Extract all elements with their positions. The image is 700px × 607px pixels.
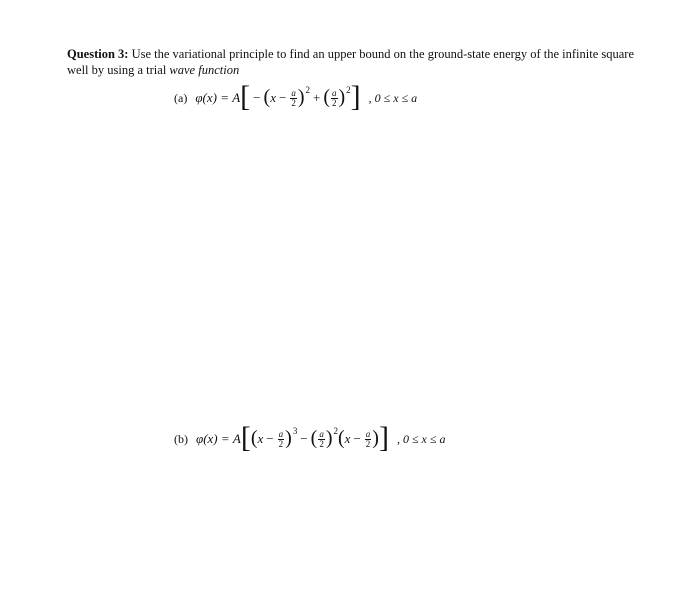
question-text <box>67 46 637 78</box>
part-a-lhs: φ(x) = A <box>195 90 241 105</box>
part-b-domain: , 0 ≤ x ≤ a <box>396 431 446 446</box>
fraction-a-half: $\frac{a}{2}$ <box>291 87 296 108</box>
formula-b: (b) φ(x) = A [ ( x − $\frac{a}{2}$ ) $^3$ − ( $\frac{a}{2}$ ) $^2$ ( x − $\frac{a}{2}$ ) ] , 0 ≤ x ≤ a <box>174 421 446 454</box>
question-emphasis: wave function <box>169 63 240 77</box>
part-b-label: (b) <box>174 431 188 446</box>
question-label: Question 3: <box>67 47 129 61</box>
part-a-label: (a) <box>174 90 188 105</box>
fraction-a-half: $\frac{a}{2}$ <box>332 87 337 108</box>
formula-a: (a) φ(x) = A [ − ( x − $\frac{a}{2}$ ) $^2$ + ( $\frac{a}{2}$ ) $^2$ ] , 0 ≤ x ≤ a <box>174 80 418 113</box>
part-b-lhs: φ(x) = A <box>196 431 241 446</box>
fraction-a-half: $\frac{a}{2}$ <box>319 428 324 449</box>
question-body: Use the variational principle to find an upper bound on the ground-state energy of the infinite square well by using a trial <box>67 47 634 77</box>
fraction-a-half: $\frac{a}{2}$ <box>278 428 284 449</box>
part-a-domain: , 0 ≤ x ≤ a <box>368 90 418 105</box>
fraction-a-half: $\frac{a}{2}$ <box>365 428 371 449</box>
